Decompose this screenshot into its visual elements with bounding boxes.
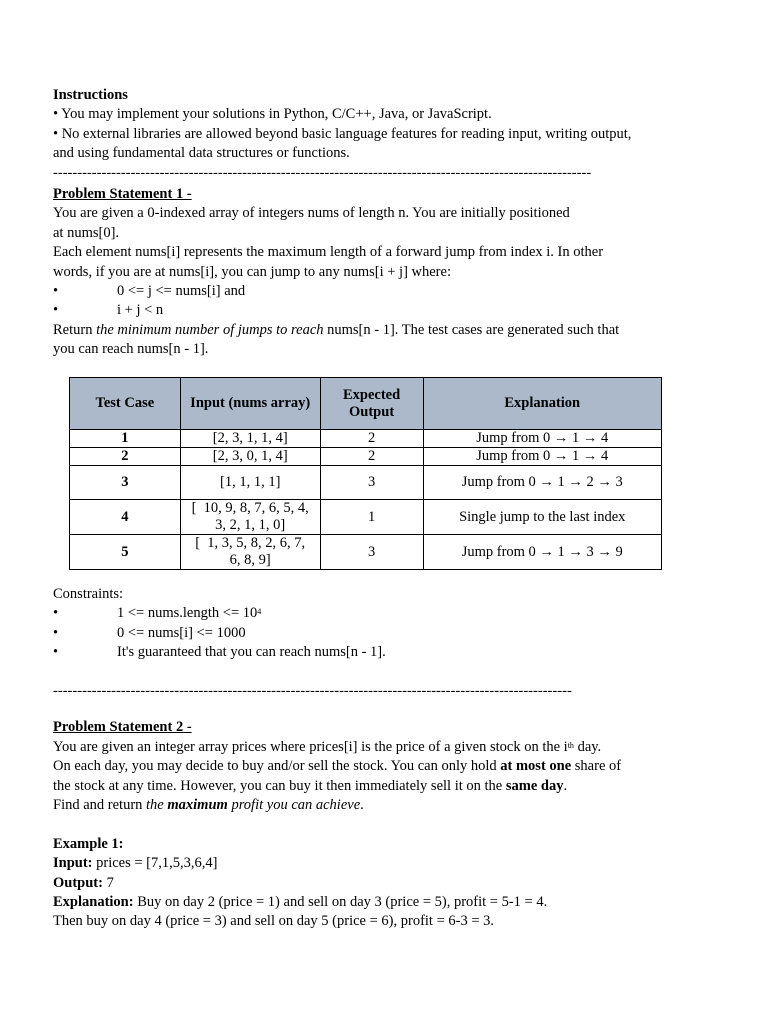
instruction-line-2b: and using fundamental data structures or functions. (53, 145, 350, 162)
problem1-bullet-1 (53, 282, 693, 301)
input-label: Input: (53, 855, 93, 872)
cell-input-line1: [ 1, 3, 5, 8, 2, 6, 7, (195, 535, 306, 551)
problem2-heading: Problem Statement 2 - (53, 719, 192, 736)
problem2-line3 (53, 777, 693, 796)
cell-explanation: Jump from 0 → 1 → 2 → 3 (423, 466, 661, 500)
table-row (70, 535, 662, 570)
constraint-2 (53, 624, 693, 643)
problem2-line2 (53, 757, 693, 776)
bullet-dot: • (53, 302, 59, 319)
table-header-row (70, 378, 662, 430)
cell-input-line2: 3, 2, 1, 1, 0] (215, 517, 286, 533)
constraint-1 (53, 604, 693, 623)
header-explanation: Explanation (423, 378, 661, 430)
cell-output: 1 (320, 500, 423, 535)
problem1-heading: Problem Statement 1 - (53, 186, 192, 203)
document-page (53, 86, 693, 360)
problem2-line1 (53, 738, 693, 757)
p2-l2-bold: at most one (500, 758, 572, 775)
spacer (53, 701, 693, 718)
example1-input (53, 854, 693, 873)
return-prefix: Return (53, 321, 97, 338)
bullet-dot: • (53, 624, 59, 641)
output-label: Output: (53, 874, 103, 891)
p2-l4-post: . (360, 797, 364, 813)
table-row (70, 500, 662, 535)
example1-heading: Example 1: (53, 835, 124, 852)
explanation-value: Buy on day 2 (price = 1) and sell on day 3 (price = 5), profit = 5-1 = 4. (133, 894, 548, 911)
cell-input: [1, 1, 1, 1] (180, 466, 320, 500)
header-output-line2: Output (349, 403, 395, 420)
header-expected-output (320, 378, 423, 430)
bullet-dot: • (53, 283, 59, 300)
return-italic: the minimum number of jumps to reach (96, 321, 324, 338)
p2-l1-pre: You are given an integer array prices where prices[i] is the price of a given stock on the i (53, 738, 568, 755)
problem1-return-line (53, 321, 693, 340)
bullet-dot: • (53, 644, 59, 661)
return-suffix: nums[n - 1]. The test cases are generated such that (323, 321, 620, 338)
constraint1-exponent: 4 (257, 607, 262, 617)
cell-case: 3 (70, 466, 181, 500)
cell-explanation: Jump from 0 → 1 → 3 → 9 (423, 535, 661, 570)
problem2-line4 (53, 796, 693, 815)
header-test-case: Test Case (70, 378, 181, 430)
problem1-para2a: Each element nums[i] represents the maximum length of a forward jump from index i. In other (53, 244, 604, 261)
cell-case: 1 (70, 430, 181, 448)
spacer (53, 663, 693, 682)
example1-explanation-line2: Then buy on day 4 (price = 3) and sell on day 5 (price = 6), profit = 6-3 = 3. (53, 913, 495, 930)
cell-input: [2, 3, 1, 1, 4] (180, 430, 320, 448)
cell-explanation: Jump from 0 → 1 → 4 (423, 448, 661, 466)
cell-explanation: Single jump to the last index (423, 500, 661, 535)
cell-explanation: Jump from 0 → 1 → 4 (423, 430, 661, 448)
p2-l3-post: . (563, 777, 568, 794)
cell-input-line1: [ 10, 9, 8, 7, 6, 5, 4, (191, 500, 309, 516)
cell-output: 2 (320, 430, 423, 448)
example1-output (53, 874, 693, 893)
p2-l2-pre: On each day, you may decide to buy and/or sell the stock. You can only hold (53, 758, 501, 775)
bullet-dot: • (53, 605, 59, 622)
table-row (70, 466, 662, 500)
cell-input (180, 500, 320, 535)
p2-l3-bold: same day (505, 777, 564, 794)
p2-l4-i2: profit you can achieve (227, 797, 361, 813)
table-row (70, 430, 662, 448)
separator-2: ----------------------------------------------------------------------------------------------------------- (53, 682, 572, 699)
instruction-line-1: • You may implement your solutions in Python, C/C++, Java, or JavaScript. (53, 106, 492, 123)
constraint-text: 0 <= nums[i] <= 1000 (117, 624, 246, 641)
cell-output: 2 (320, 448, 423, 466)
header-output-line1: Expected (343, 386, 401, 403)
instructions-heading: Instructions (53, 87, 128, 103)
cell-case: 4 (70, 500, 181, 535)
constraint-text: It's guaranteed that you can reach nums[n - 1]. (117, 644, 386, 661)
constraint1-base: 1 <= nums.length <= 10 (117, 605, 258, 622)
p2-l4-i1: the (146, 797, 168, 813)
problem1-return-line2: you can reach nums[n - 1]. (53, 341, 209, 358)
example1-explanation (53, 893, 693, 912)
p2-l4-pre: Find and return (53, 797, 147, 813)
cell-input: [2, 3, 0, 1, 4] (180, 448, 320, 466)
input-value: prices = [7,1,5,3,6,4] (92, 855, 218, 872)
test-case-table (69, 377, 662, 570)
bullet-text: 0 <= j <= nums[i] and (117, 283, 246, 300)
cell-case: 5 (70, 535, 181, 570)
spacer (53, 815, 693, 834)
cell-output: 3 (320, 535, 423, 570)
p2-l2-post: share of (571, 758, 622, 775)
p2-l1-sup: th (567, 740, 574, 750)
problem1-para2b: words, if you are at nums[i], you can jump to any nums[i + j] where: (53, 263, 451, 280)
problem1-bullet-2 (53, 301, 693, 320)
header-input: Input (nums array) (180, 378, 320, 430)
cell-output: 3 (320, 466, 423, 500)
bullet-text: i + j < n (117, 302, 164, 319)
p2-l1-post: day. (573, 738, 602, 755)
table-row (70, 448, 662, 466)
constraint-3 (53, 643, 693, 662)
separator-1: --------------------------------------------------------------------------------------------------------------- (53, 164, 592, 181)
constraint-text (117, 604, 261, 623)
lower-section (53, 585, 693, 932)
cell-case: 2 (70, 448, 181, 466)
output-value: 7 (102, 874, 114, 891)
p2-l3-pre: the stock at any time. However, you can buy it then immediately sell it on the (53, 777, 506, 794)
problem1-para1b: at nums[0]. (53, 224, 120, 241)
cell-input-line2: 6, 8, 9] (229, 552, 271, 568)
cell-input (180, 535, 320, 570)
problem1-para1a: You are given a 0-indexed array of integers nums of length n. You are initially positioned (53, 205, 570, 222)
instruction-line-2a: • No external libraries are allowed beyond basic language features for reading input, writing output, (53, 125, 632, 142)
p2-l4-bi: maximum (167, 797, 228, 813)
explanation-label: Explanation: (53, 894, 134, 911)
constraints-heading: Constraints: (53, 586, 124, 602)
